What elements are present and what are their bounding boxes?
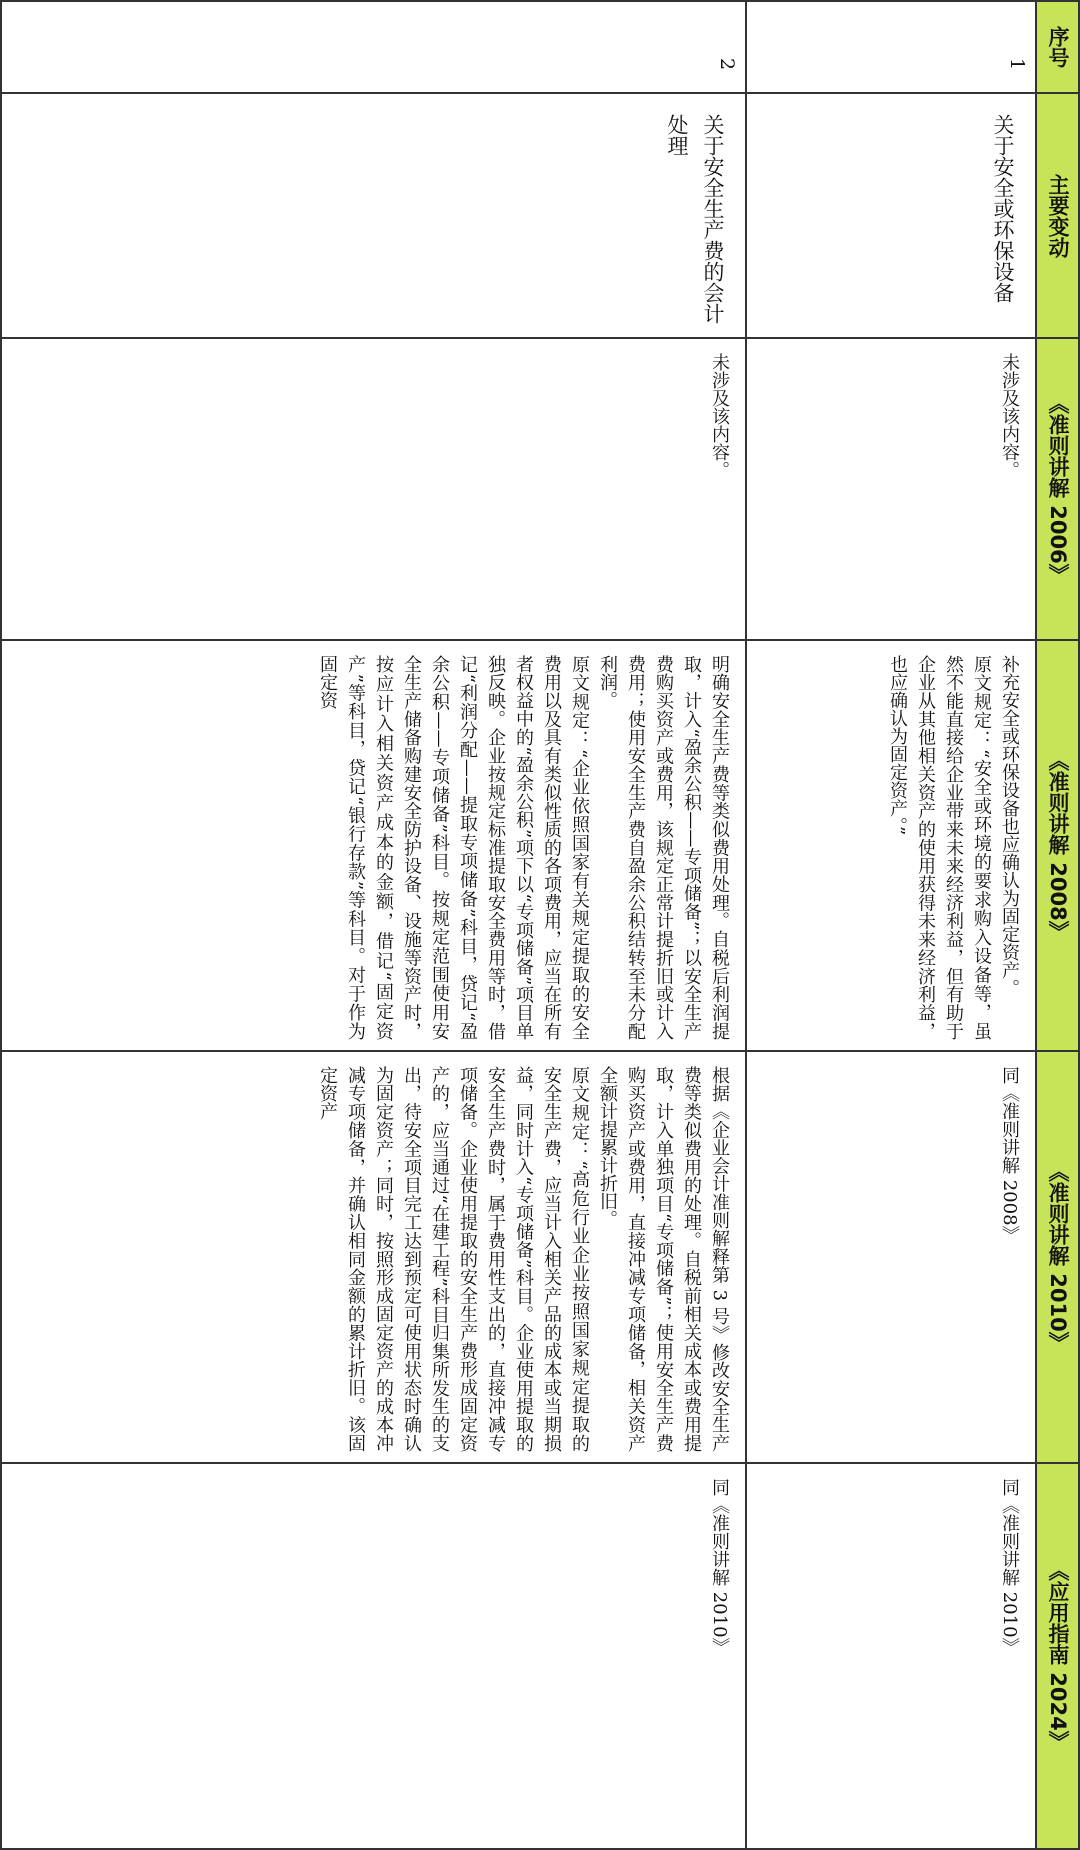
table-row <box>2 2 745 1848</box>
paragraph: 原文规定：“安全或环境的要求购入设备等，虽然不能直接给企业带来未来经济利益，但有助于企业从其他相关资产的使用获得未来经济利益，也应确认为固定资产。” <box>887 655 992 1040</box>
header-seq: 序号 <box>1037 2 1078 94</box>
table-header-row <box>1035 2 1078 1848</box>
row-guide-2006: 未涉及该内容。 <box>2 339 745 641</box>
row-guide-2008 <box>747 641 1035 1052</box>
row-seq-number: 1 <box>747 2 1035 94</box>
paragraph: 明确安全生产费等类似费用处理。自税后利润提取，计入“盈余公积——专项储备”；以安全生产费购买资产或费用，该规定正常计提折旧或计入费用；使用安全生产费自盈余公积结转至未分配利润。 <box>597 655 730 1040</box>
row-seq-number: 2 <box>2 2 745 94</box>
paragraph: 原文规定：“企业依照国家有关规定提取的安全费用以及具有类似性质的各项费用，应当在所有者权益中的“盈余公积”项下以“专项储备”项目单独反映。企业按规定标准提取安全费用等时，借记“利润分配——提取专项储备”科目，贷记“盈余公积——专项储备”科目。按规定范围使用安全生产储备购建安全防护设备、设施等资产时，按应计入相关资产成本的金额，借记“固定资产”等科目，贷记“银行存款”等科目。对于作为固定资 <box>317 655 590 1040</box>
paragraph: 补充安全或环保设备也应确认为固定资产。 <box>999 655 1020 997</box>
paragraph: 原文规定：“高危行业企业按照国家规定提取的安全生产费，应当计入相关产品的成本或当期损益，同时计入“专项储备”科目。企业使用提取的安全生产费时，属于费用性支出的，直接冲减专项储备。企业使用提取的安全生产费形成固定资产的，应当通过“在建工程”科目归集所发生的支出，待安全项目完工达到预定可使用状态时确认为固定资产；同时，按照形成固定资产的成本冲减专项储备，并确认相同金额的累计折旧。该固定资产 <box>317 1066 590 1452</box>
row-guide-2010: 同《准则讲解 2008》 <box>747 1052 1035 1464</box>
header-guide-2006: 《准则讲解 2006》 <box>1037 339 1078 641</box>
row-main-change: 关于安全或环保设备 <box>747 94 1035 339</box>
row-main-change: 关于安全生产费的会计处理 <box>2 94 745 339</box>
header-guide-2010: 《准则讲解 2010》 <box>1037 1052 1078 1464</box>
header-guide-2024: 《应用指南 2024》 <box>1046 1560 1070 1752</box>
header-guide-2008: 《准则讲解 2008》 <box>1037 641 1078 1052</box>
header-main-change: 主要变动 <box>1037 94 1078 339</box>
paragraph: 根据《企业会计准则解释第 3 号》修改安全生产费等类似费用的处理。自税前相关成本或费用提取，计入单独项目“专项储备”；使用安全生产费购买资产或费用，直接冲减专项储备，相关资产全额计提累计折旧。 <box>597 1066 730 1452</box>
row-guide-2010 <box>2 1052 745 1464</box>
row-guide-2008 <box>2 641 745 1052</box>
table-row <box>745 2 1035 1848</box>
row-guide-2024: 同《准则讲解 2010》 <box>709 1478 730 1656</box>
row-guide-2024: 同《准则讲解 2010》 <box>999 1478 1020 1656</box>
row-guide-2006: 未涉及该内容。 <box>747 339 1035 641</box>
